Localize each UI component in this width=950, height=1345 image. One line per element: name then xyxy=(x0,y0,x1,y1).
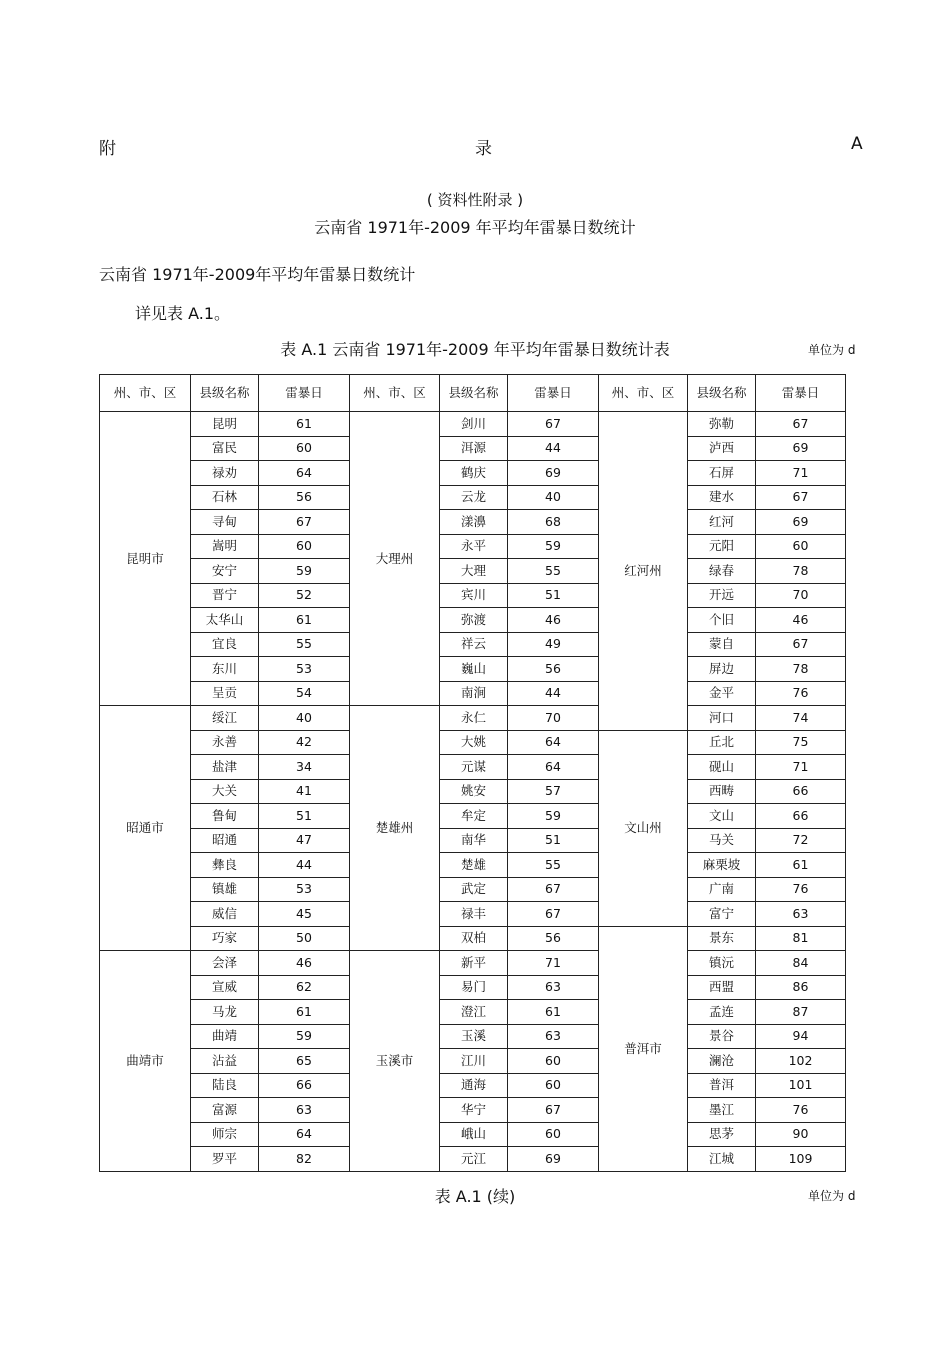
thunder-days-cell: 53 xyxy=(259,657,350,682)
thunder-days-cell: 74 xyxy=(756,706,846,731)
table-row xyxy=(100,1000,846,1025)
table-row xyxy=(100,951,846,976)
table-row xyxy=(100,975,846,1000)
county-cell: 永善 xyxy=(191,730,259,755)
thunder-days-cell: 71 xyxy=(508,951,599,976)
thunder-days-cell: 46 xyxy=(259,951,350,976)
thunder-days-cell: 60 xyxy=(259,436,350,461)
thunder-days-cell: 44 xyxy=(508,436,599,461)
table-row xyxy=(100,583,846,608)
county-cell: 曲靖 xyxy=(191,1024,259,1049)
thunder-days-cell: 69 xyxy=(756,436,846,461)
region-cell: 红河州 xyxy=(599,412,688,731)
county-cell: 鹤庆 xyxy=(440,461,508,486)
thunder-days-cell: 67 xyxy=(259,510,350,535)
county-cell: 安宁 xyxy=(191,559,259,584)
thunder-days-cell: 59 xyxy=(508,804,599,829)
county-cell: 丘北 xyxy=(688,730,756,755)
thunder-days-cell: 52 xyxy=(259,583,350,608)
region-cell: 文山州 xyxy=(599,730,688,926)
thunder-days-cell: 67 xyxy=(756,485,846,510)
county-cell: 牟定 xyxy=(440,804,508,829)
thunder-days-cell: 67 xyxy=(508,902,599,927)
county-cell: 威信 xyxy=(191,902,259,927)
thunder-days-cell: 78 xyxy=(756,657,846,682)
table-row xyxy=(100,853,846,878)
thunder-days-cell: 76 xyxy=(756,681,846,706)
thunder-days-cell: 70 xyxy=(508,706,599,731)
thunder-days-cell: 60 xyxy=(508,1073,599,1098)
county-cell: 蒙自 xyxy=(688,632,756,657)
table-row xyxy=(100,412,846,437)
thunder-days-cell: 61 xyxy=(259,412,350,437)
county-cell: 陆良 xyxy=(191,1073,259,1098)
county-cell: 建水 xyxy=(688,485,756,510)
county-cell: 屏边 xyxy=(688,657,756,682)
table-row xyxy=(100,1073,846,1098)
county-cell: 东川 xyxy=(191,657,259,682)
thunder-days-cell: 66 xyxy=(756,779,846,804)
county-cell: 南华 xyxy=(440,828,508,853)
county-cell: 永平 xyxy=(440,534,508,559)
county-cell: 澄江 xyxy=(440,1000,508,1025)
thunder-days-cell: 71 xyxy=(756,461,846,486)
county-cell: 彝良 xyxy=(191,853,259,878)
thunder-days-cell: 67 xyxy=(508,412,599,437)
region-header: 州、市、区 xyxy=(100,375,191,412)
thunder-days-cell: 101 xyxy=(756,1073,846,1098)
table-row xyxy=(100,461,846,486)
thunder-days-cell: 53 xyxy=(259,877,350,902)
thunder-days-cell: 81 xyxy=(756,926,846,951)
county-cell: 永仁 xyxy=(440,706,508,731)
thunder-days-cell: 59 xyxy=(259,559,350,584)
county-cell: 漾濞 xyxy=(440,510,508,535)
thunder-days-cell: 67 xyxy=(756,412,846,437)
region-cell: 昭通市 xyxy=(100,706,191,951)
county-cell: 晋宁 xyxy=(191,583,259,608)
county-cell: 绥江 xyxy=(191,706,259,731)
thunder-days-header: 雷暴日 xyxy=(508,375,599,412)
thunder-days-cell: 47 xyxy=(259,828,350,853)
county-cell: 大理 xyxy=(440,559,508,584)
thunder-days-cell: 44 xyxy=(259,853,350,878)
county-cell: 富源 xyxy=(191,1098,259,1123)
thunder-days-cell: 42 xyxy=(259,730,350,755)
thunder-days-cell: 76 xyxy=(756,877,846,902)
county-cell: 巧家 xyxy=(191,926,259,951)
table-row xyxy=(100,559,846,584)
region-cell: 曲靖市 xyxy=(100,951,191,1172)
county-cell: 大姚 xyxy=(440,730,508,755)
thunder-days-cell: 60 xyxy=(508,1122,599,1147)
table-row xyxy=(100,730,846,755)
table-row xyxy=(100,485,846,510)
table-row xyxy=(100,779,846,804)
region-cell: 昆明市 xyxy=(100,412,191,706)
table-row xyxy=(100,877,846,902)
thunder-days-cell: 75 xyxy=(756,730,846,755)
county-cell: 澜沧 xyxy=(688,1049,756,1074)
thunder-days-cell: 67 xyxy=(508,877,599,902)
county-cell: 云龙 xyxy=(440,485,508,510)
thunder-days-cell: 49 xyxy=(508,632,599,657)
county-cell: 峨山 xyxy=(440,1122,508,1147)
thunder-days-cell: 84 xyxy=(756,951,846,976)
county-cell: 大关 xyxy=(191,779,259,804)
table-row xyxy=(100,1098,846,1123)
thunder-days-cell: 41 xyxy=(259,779,350,804)
table-row xyxy=(100,804,846,829)
county-cell: 江城 xyxy=(688,1147,756,1172)
county-cell: 师宗 xyxy=(191,1122,259,1147)
table-row xyxy=(100,926,846,951)
thunder-days-cell: 69 xyxy=(508,461,599,486)
thunder-days-cell: 55 xyxy=(508,559,599,584)
table-row xyxy=(100,755,846,780)
county-cell: 思茅 xyxy=(688,1122,756,1147)
thunder-days-cell: 46 xyxy=(508,608,599,633)
county-cell: 景谷 xyxy=(688,1024,756,1049)
county-cell: 太华山 xyxy=(191,608,259,633)
table-row xyxy=(100,632,846,657)
thunder-days-cell: 59 xyxy=(259,1024,350,1049)
county-cell: 镇雄 xyxy=(191,877,259,902)
thunder-days-cell: 76 xyxy=(756,1098,846,1123)
county-cell: 文山 xyxy=(688,804,756,829)
thunder-days-cell: 56 xyxy=(508,657,599,682)
intro-text: 详见表 A.1。 xyxy=(135,304,231,323)
thunder-days-cell: 82 xyxy=(259,1147,350,1172)
thunder-days-cell: 64 xyxy=(508,755,599,780)
table-caption: 表 A.1 云南省 1971年-2009 年平均年雷暴日数统计表 xyxy=(280,340,670,359)
thunder-days-cell: 72 xyxy=(756,828,846,853)
county-cell: 富宁 xyxy=(688,902,756,927)
thunder-days-cell: 51 xyxy=(508,828,599,853)
county-cell: 姚安 xyxy=(440,779,508,804)
thunder-days-cell: 56 xyxy=(508,926,599,951)
county-cell: 开远 xyxy=(688,583,756,608)
thunder-days-cell: 63 xyxy=(259,1098,350,1123)
county-cell: 华宁 xyxy=(440,1098,508,1123)
annex-title: 云南省 1971年-2009 年平均年雷暴日数统计 xyxy=(314,218,636,237)
county-cell: 元江 xyxy=(440,1147,508,1172)
annex-char-1: 附 xyxy=(99,139,116,159)
table-row xyxy=(100,681,846,706)
county-cell: 弥勒 xyxy=(688,412,756,437)
region-cell: 楚雄州 xyxy=(350,706,440,951)
county-cell: 墨江 xyxy=(688,1098,756,1123)
thunder-days-cell: 56 xyxy=(259,485,350,510)
thunder-days-cell: 44 xyxy=(508,681,599,706)
county-name-header: 县级名称 xyxy=(191,375,259,412)
thunder-days-cell: 61 xyxy=(756,853,846,878)
table-row xyxy=(100,436,846,461)
thunder-days-cell: 55 xyxy=(508,853,599,878)
county-cell: 新平 xyxy=(440,951,508,976)
thunder-days-cell: 60 xyxy=(508,1049,599,1074)
county-cell: 金平 xyxy=(688,681,756,706)
annex-subtitle: ( 资料性附录 ) xyxy=(426,191,524,209)
county-cell: 西盟 xyxy=(688,975,756,1000)
region-cell: 普洱市 xyxy=(599,926,688,1171)
county-cell: 洱源 xyxy=(440,436,508,461)
county-cell: 宜良 xyxy=(191,632,259,657)
county-cell: 景东 xyxy=(688,926,756,951)
annex-letter: A xyxy=(851,134,863,154)
thunder-days-cell: 40 xyxy=(508,485,599,510)
county-cell: 河口 xyxy=(688,706,756,731)
county-cell: 个旧 xyxy=(688,608,756,633)
thunder-days-cell: 59 xyxy=(508,534,599,559)
annex-char-2: 录 xyxy=(475,139,492,159)
county-cell: 祥云 xyxy=(440,632,508,657)
region-cell: 大理州 xyxy=(350,412,440,706)
table-row xyxy=(100,1049,846,1074)
county-cell: 昭通 xyxy=(191,828,259,853)
thunder-days-cell: 61 xyxy=(259,608,350,633)
county-cell: 江川 xyxy=(440,1049,508,1074)
county-cell: 普洱 xyxy=(688,1073,756,1098)
county-cell: 广南 xyxy=(688,877,756,902)
thunder-days-cell: 67 xyxy=(508,1098,599,1123)
thunder-days-cell: 54 xyxy=(259,681,350,706)
thunderstorm-days-table xyxy=(99,374,846,1172)
thunder-days-cell: 68 xyxy=(508,510,599,535)
county-cell: 南涧 xyxy=(440,681,508,706)
county-cell: 红河 xyxy=(688,510,756,535)
table-row xyxy=(100,828,846,853)
section-heading: 云南省 1971年-2009年平均年雷暴日数统计 xyxy=(99,265,416,284)
county-cell: 禄劝 xyxy=(191,461,259,486)
thunder-days-cell: 61 xyxy=(259,1000,350,1025)
thunder-days-cell: 63 xyxy=(508,1024,599,1049)
county-cell: 马关 xyxy=(688,828,756,853)
county-cell: 巍山 xyxy=(440,657,508,682)
county-cell: 武定 xyxy=(440,877,508,902)
county-cell: 元阳 xyxy=(688,534,756,559)
thunder-days-cell: 67 xyxy=(756,632,846,657)
county-cell: 寻甸 xyxy=(191,510,259,535)
thunder-days-cell: 86 xyxy=(756,975,846,1000)
county-cell: 西畴 xyxy=(688,779,756,804)
county-cell: 孟连 xyxy=(688,1000,756,1025)
thunder-days-cell: 60 xyxy=(756,534,846,559)
county-cell: 鲁甸 xyxy=(191,804,259,829)
thunder-days-cell: 40 xyxy=(259,706,350,731)
thunder-days-cell: 87 xyxy=(756,1000,846,1025)
thunder-days-cell: 51 xyxy=(259,804,350,829)
thunder-days-cell: 94 xyxy=(756,1024,846,1049)
county-cell: 通海 xyxy=(440,1073,508,1098)
thunder-days-cell: 102 xyxy=(756,1049,846,1074)
unit-label-continued: 单位为 d xyxy=(808,1189,856,1203)
region-cell: 玉溪市 xyxy=(350,951,440,1172)
thunder-days-cell: 65 xyxy=(259,1049,350,1074)
unit-label: 单位为 d xyxy=(808,343,856,357)
table-row xyxy=(100,510,846,535)
thunder-days-cell: 70 xyxy=(756,583,846,608)
thunder-days-cell: 62 xyxy=(259,975,350,1000)
county-cell: 绿春 xyxy=(688,559,756,584)
county-cell: 富民 xyxy=(191,436,259,461)
thunder-days-cell: 69 xyxy=(756,510,846,535)
county-cell: 剑川 xyxy=(440,412,508,437)
county-cell: 泸西 xyxy=(688,436,756,461)
table-row xyxy=(100,1147,846,1172)
table-row xyxy=(100,608,846,633)
table-header-row xyxy=(100,375,846,412)
county-name-header: 县级名称 xyxy=(440,375,508,412)
thunder-days-cell: 63 xyxy=(508,975,599,1000)
thunder-days-cell: 60 xyxy=(259,534,350,559)
county-cell: 石屏 xyxy=(688,461,756,486)
county-cell: 盐津 xyxy=(191,755,259,780)
county-cell: 宣威 xyxy=(191,975,259,1000)
thunder-days-cell: 50 xyxy=(259,926,350,951)
county-cell: 麻栗坡 xyxy=(688,853,756,878)
thunder-days-cell: 78 xyxy=(756,559,846,584)
county-cell: 禄丰 xyxy=(440,902,508,927)
thunder-days-cell: 63 xyxy=(756,902,846,927)
thunder-days-cell: 34 xyxy=(259,755,350,780)
table-row xyxy=(100,902,846,927)
county-cell: 昆明 xyxy=(191,412,259,437)
table-row xyxy=(100,1122,846,1147)
thunder-days-cell: 66 xyxy=(756,804,846,829)
county-cell: 沾益 xyxy=(191,1049,259,1074)
table-row xyxy=(100,1024,846,1049)
county-cell: 嵩明 xyxy=(191,534,259,559)
continued-caption: 表 A.1 (续) xyxy=(434,1187,516,1206)
thunder-days-cell: 61 xyxy=(508,1000,599,1025)
county-cell: 罗平 xyxy=(191,1147,259,1172)
thunder-days-cell: 69 xyxy=(508,1147,599,1172)
thunder-days-header: 雷暴日 xyxy=(756,375,846,412)
thunder-days-cell: 46 xyxy=(756,608,846,633)
thunder-days-cell: 64 xyxy=(259,461,350,486)
county-cell: 砚山 xyxy=(688,755,756,780)
thunder-days-cell: 64 xyxy=(259,1122,350,1147)
thunder-days-cell: 45 xyxy=(259,902,350,927)
county-cell: 石林 xyxy=(191,485,259,510)
county-cell: 马龙 xyxy=(191,1000,259,1025)
thunder-days-cell: 66 xyxy=(259,1073,350,1098)
county-name-header: 县级名称 xyxy=(688,375,756,412)
county-cell: 玉溪 xyxy=(440,1024,508,1049)
county-cell: 易门 xyxy=(440,975,508,1000)
thunder-days-cell: 55 xyxy=(259,632,350,657)
thunder-days-cell: 51 xyxy=(508,583,599,608)
county-cell: 呈贡 xyxy=(191,681,259,706)
table-row xyxy=(100,706,846,731)
thunder-days-header: 雷暴日 xyxy=(259,375,350,412)
thunder-days-cell: 71 xyxy=(756,755,846,780)
thunder-days-cell: 64 xyxy=(508,730,599,755)
county-cell: 镇沅 xyxy=(688,951,756,976)
county-cell: 宾川 xyxy=(440,583,508,608)
county-cell: 元谋 xyxy=(440,755,508,780)
region-header: 州、市、区 xyxy=(599,375,688,412)
county-cell: 双柏 xyxy=(440,926,508,951)
county-cell: 楚雄 xyxy=(440,853,508,878)
county-cell: 弥渡 xyxy=(440,608,508,633)
table-row xyxy=(100,657,846,682)
thunder-days-cell: 109 xyxy=(756,1147,846,1172)
table-row xyxy=(100,534,846,559)
region-header: 州、市、区 xyxy=(350,375,440,412)
county-cell: 会泽 xyxy=(191,951,259,976)
thunder-days-cell: 57 xyxy=(508,779,599,804)
thunder-days-cell: 90 xyxy=(756,1122,846,1147)
